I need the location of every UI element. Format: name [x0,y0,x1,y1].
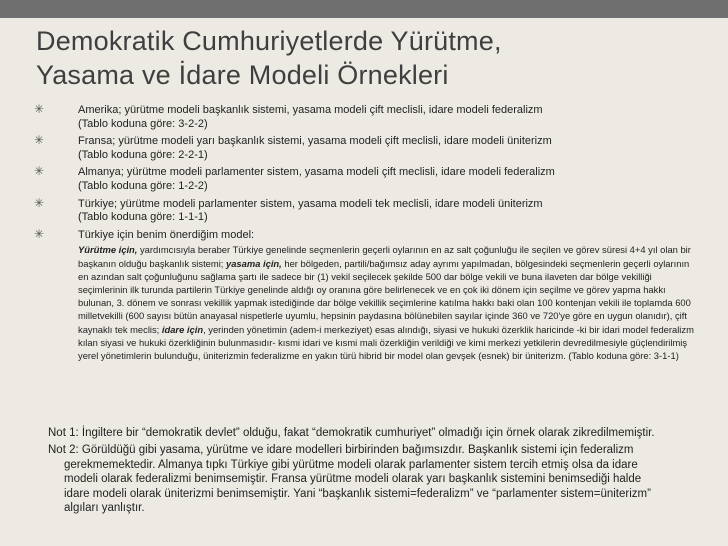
proposal-part-1: yardımcısıyla beraber Türkiye genelinde seçmenlerin geçerli oylarının en az salt çoğunluğu ile seçilen ve görev süresi 4+4 yıl olan bir başkanın olduğu başkanlık sistemi; [78,244,691,269]
bullet-text: Türkiye için benim önerdiğim model: [78,228,255,241]
bullet-code: (Tablo koduna göre: 1-2-2) [78,179,208,192]
bullet-icon: ✳ [34,102,45,116]
list-item [34,226,694,362]
bullet-icon: ✳ [34,195,45,210]
proposal-part-3: , yerinden yönetimin (adem-i merkeziyet) esas alındığı, siyasi ve hukuki özerklik haricinde -ki bir idari model federalizm kılan siyasi ve hukuki özerkliğinin bulunmasıdır- kısmi idari ve kısmi mali özerkliğin verildiği ve kimi merkezi yetkilerin devredilmesiyle güçlendirilmiş yerel yönetimlerin bulunduğu, üniterizmin federalizme en yakın türü hibrid bir model olan gevşek (esnek) bir üniterizm. (Tablo koduna göre: 3-1-1) [78,323,694,361]
title-line-2: Yasama ve İdare Modeli Örnekleri [36,60,449,90]
bullet-text: Fransa; yürütme modeli yarı başkanlık sistemi, yasama modeli çift meclisli, idare modeli üniterizm [78,135,552,148]
page-title [36,24,696,92]
label-legislation: yasama için, [226,257,282,269]
bullet-icon: ✳ [34,164,45,179]
list-item [34,166,694,193]
bullet-code: (Tablo koduna göre: 1-1-1) [78,211,208,224]
proposal-part-2: her bölgeden, partili/bağımsız aday ayrımı yapılmadan, bölgesindeki seçmenlerin geçerli oylarının en azından salt çoğunluğunu sağlama şartı ile sadece bir (1) vekil seçilecek şekilde 500 dar bölge vekili ve buna ilaveten dar bölge vekilliği seçimlerinin ilk turunda partilerin Türkiye genelinde aldığı oy oranına göre belirlenecek ve en çok iki dönem için seçilme ve görev yapma hakkı bulunan, 3. dönem ve sonrası vekillik yapmak istediğinde dar bölge vekillik seçimlerine katılma hakkı baki olan 100 kontenjan vekili ile toplamda 600 milletvekilli (600 sayısı bütün anayasal nispetlerle uyumlu, hepsinin paydasına bölünebilen sayılar içinde 360 ve 720'ye göre en uygun olanıdır), çift kaynaklı tek meclis; [78,257,691,335]
note-1: Not 1: İngiltere bir “demokratik devlet” olduğu, fakat “demokratik cumhuriyet” olmadığı için örnek olarak zikredilmemiştir. [48,427,655,439]
slide [0,18,728,546]
bullet-text: Türkiye; yürütme modeli parlamenter sistem, yasama modeli tek meclisli, idare modeli üniterizm [78,197,543,210]
bullet-icon: ✳ [34,133,45,148]
bullet-code: (Tablo koduna göre: 2-2-1) [78,148,208,161]
title-line-1: Demokratik Cumhuriyetlerde Yürütme, [36,26,502,56]
list-item [34,135,694,162]
note-2: Not 2: Görüldüğü gibi yasama, yürütme ve idare modelleri birbirinden bağımsızdır. Başkanlık sistemi için federalizm gerekmemektedir. Almanya tıpkı Türkiye gibi yürütme modeli olarak parlamenter sistem tercih etmiş olsa da idare modeli olarak federalizmi benimsemiştir. Fransa yürütme modeli olarak yarı başkanlık sistemini benimsediği halde idare modeli olarak üniterizmi benimsemiştir. Yani “başkanlık sistemi=federalizm” ve “parlamenter sistem=üniterizm” algıları yanlıştır. [48,444,651,515]
label-administration: idare için [161,323,204,335]
list-item [34,104,694,131]
bullet-code: (Tablo koduna göre: 3-2-2) [78,117,208,130]
bullet-text: Amerika; yürütme modeli başkanlık sistemi, yasama modeli çift meclisli, idare modeli federalizm [78,104,543,116]
bullet-text: Almanya; yürütme modeli parlamenter sistem, yasama modeli çift meclisli, idare modeli federalizm [78,166,555,179]
bullet-icon: ✳ [34,226,45,241]
top-bar [0,0,728,18]
notes [48,426,668,518]
bullet-list [34,104,694,366]
list-item [34,195,694,225]
proposal-text [78,243,694,362]
label-execution: Yürütme için, [78,244,138,256]
